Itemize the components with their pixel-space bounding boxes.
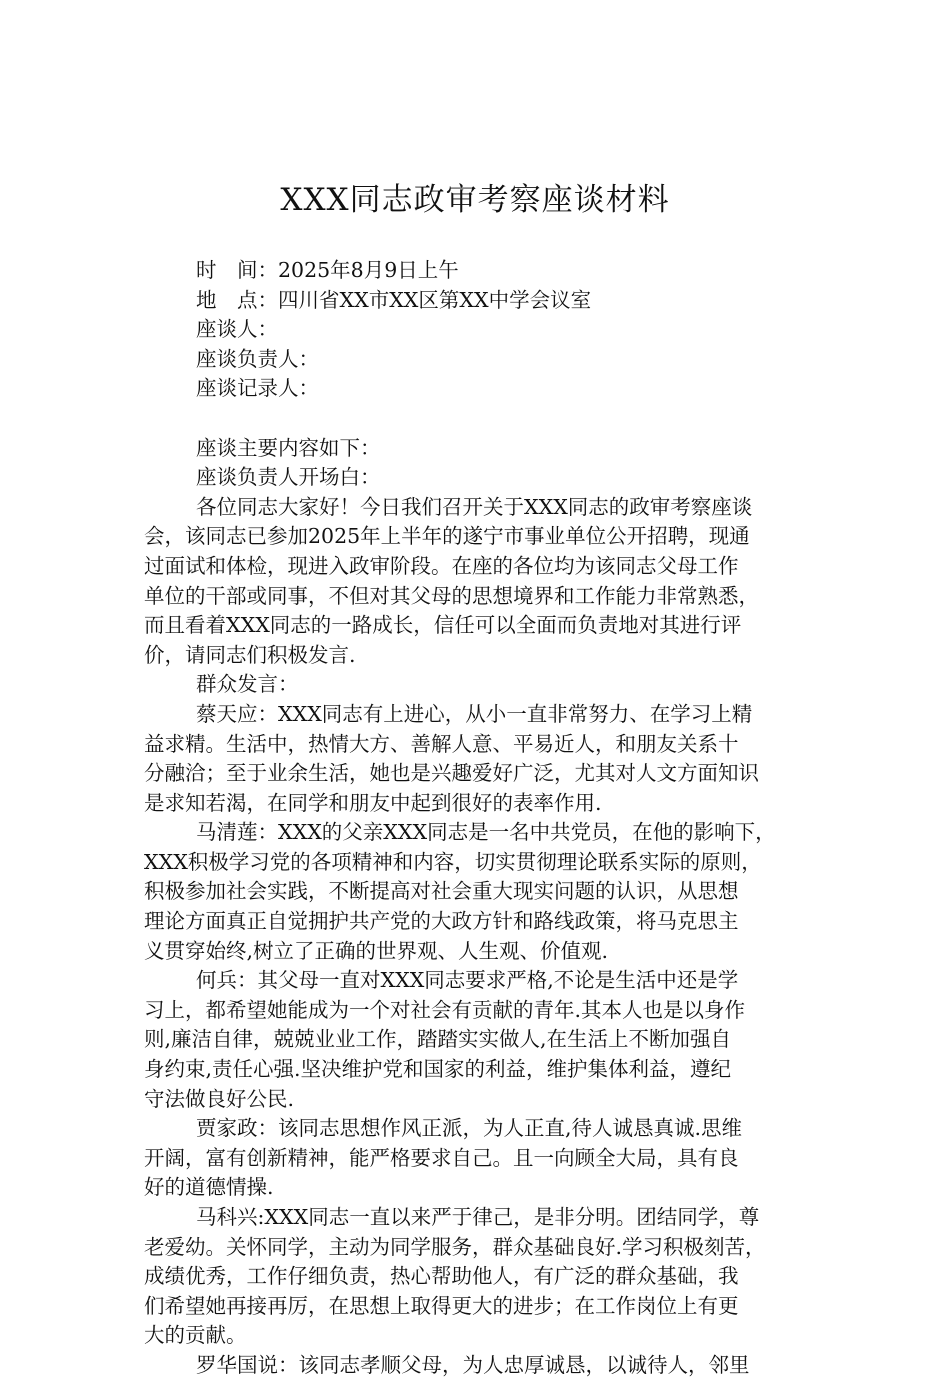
paragraph-line: 理论方面真正自觉拥护共产党的大政方针和路线政策，将马克思主 — [144, 909, 739, 934]
speech-luohuaguo — [144, 1351, 806, 1381]
paragraph-line: 好的道德情操. — [144, 1175, 274, 1200]
speech-jiajiazheng — [144, 1114, 806, 1203]
intro-heading: 座谈主要内容如下： — [196, 435, 381, 460]
mass-heading: 群众发言： — [196, 672, 299, 697]
paragraph-line: 单位的干部或同事，不但对其父母的思想境界和工作能力非常熟悉， — [144, 583, 759, 608]
paragraph-line: 分融洽；至于业余生活，她也是兴趣爱好广泛，尤其对人文方面知识 — [144, 761, 759, 786]
paragraph-line: 开阔，富有创新精神，能严格要求自己。且一向顾全大局，具有良 — [144, 1145, 739, 1170]
paragraph-line: 过面试和体检，现进入政审阶段。在座的各位均为该同志父母工作 — [144, 553, 739, 578]
speech-hebing — [144, 966, 806, 1114]
paragraph-line: 益求精。生活中，热情大方、善解人意、平易近人，和朋友关系十 — [144, 731, 739, 756]
paragraph-line: 各位同志大家好！今日我们召开关于XXX同志的政审考察座谈 — [196, 494, 753, 519]
meta-attendees: 座谈人： — [196, 317, 278, 342]
paragraph-line: 义贯穿始终,树立了正确的世界观、人生观、价值观. — [144, 938, 609, 963]
document-body — [144, 256, 806, 1381]
paragraph-line: 罗华国说：该同志孝顺父母，为人忠厚诚恳，以诚待人，邻里 — [196, 1352, 750, 1377]
opening-paragraph — [144, 493, 806, 671]
meta-time: 时 间：2025年8月9日上午 — [196, 258, 459, 282]
paragraph-line: 会，该同志已参加2025年上半年的遂宁市事业单位公开招聘，现通 — [144, 524, 750, 549]
page-title: XXX同志政审考察座谈材料 — [280, 182, 670, 218]
paragraph-line: 们希望她再接再厉，在思想上取得更大的进步；在工作岗位上有更 — [144, 1293, 739, 1318]
paragraph-line: 则,廉洁自律，兢兢业业工作，踏踏实实做人,在生活上不断加强自 — [144, 1027, 732, 1052]
paragraph-line: 蔡天应：XXX同志有上进心，从小一直非常努力、在学习上精 — [196, 701, 753, 726]
paragraph-line: 马科兴:XXX同志一直以来严于律己，是非分明。团结同学，尊 — [196, 1205, 760, 1229]
paragraph-line: 成绩优秀，工作仔细负责，热心帮助他人，有广泛的群众基础，我 — [144, 1264, 739, 1289]
paragraph-line: 贾家政：该同志思想作风正派，为人正直,待人诚恳真诚.思维 — [196, 1116, 743, 1141]
paragraph-line: 守法做良好公民. — [144, 1086, 295, 1111]
meta-place: 地 点：四川省XX市XX区第XX中学会议室 — [196, 287, 592, 312]
paragraph-line: 而且看着XXX同志的一路成长，信任可以全面而负责地对其进行评 — [144, 613, 742, 638]
speech-caitianying — [144, 700, 806, 818]
paragraph-line: 身约束,责任心强.坚决维护党和国家的利益，维护集体利益，遵纪 — [144, 1057, 732, 1082]
paragraph-line: 是求知若渴，在同学和朋友中起到很好的表率作用. — [144, 790, 602, 815]
meta-recorder: 座谈记录人： — [196, 376, 319, 401]
paragraph-line: 积极参加社会实践，不断提高对社会重大现实问题的认识，从思想 — [144, 879, 739, 904]
paragraph-line: 价，请同志们积极发言. — [144, 642, 356, 667]
paragraph-line: 老爱幼。关怀同学，主动为同学服务，群众基础良好.学习积极刻苦， — [144, 1234, 766, 1259]
speech-makexing — [144, 1203, 806, 1351]
blank-line — [144, 404, 806, 434]
paragraph-line: XXX积极学习党的各项精神和内容，切实贯彻理论联系实际的原则， — [144, 849, 762, 874]
paragraph-line: 马清莲：XXX的父亲XXX同志是一名中共党员，在他的影响下， — [196, 820, 776, 845]
opening-heading: 座谈负责人开场白： — [196, 465, 381, 490]
paragraph-line: 习上，都希望她能成为一个对社会有贡献的青年.其本人也是以身作 — [144, 997, 746, 1022]
paragraph-line: 何兵：其父母一直对XXX同志要求严格,不论是生活中还是学 — [196, 968, 739, 993]
paragraph-line: 大的贡献。 — [144, 1323, 247, 1348]
speech-maqinglian — [144, 818, 806, 966]
meta-leader: 座谈负责人： — [196, 346, 319, 371]
